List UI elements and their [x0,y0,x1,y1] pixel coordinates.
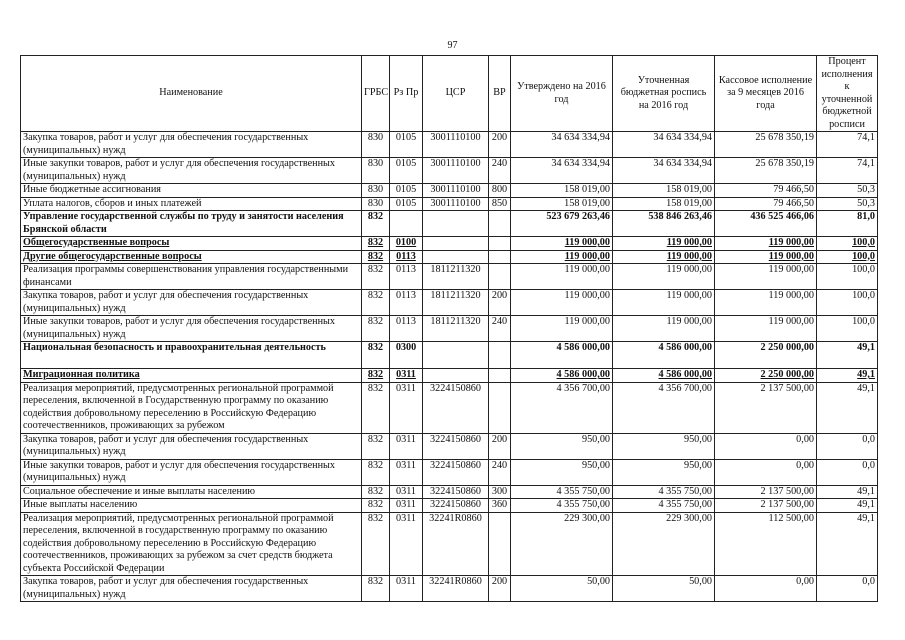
cell-csr: 1811211320 [423,290,489,316]
cell-rzpr: 0311 [390,369,423,383]
header-vr: ВР [489,56,511,132]
cell-refined: 34 634 334,94 [613,132,715,158]
cell-refined: 34 634 334,94 [613,158,715,184]
cell-rzpr: 0100 [390,237,423,251]
cell-grbs: 832 [362,211,390,237]
cell-rzpr: 0311 [390,576,423,602]
cell-name: Управление государственной службы по труду и занятости населения Брянской области [21,211,362,237]
cell-rzpr [390,211,423,237]
table-row [21,132,878,158]
cell-csr: 32241R0860 [423,576,489,602]
cell-cash: 0,00 [715,433,817,459]
cell-vr [489,264,511,290]
cell-refined: 119 000,00 [613,250,715,264]
cell-vr [489,382,511,433]
cell-percent: 49,1 [817,342,878,369]
table-row [21,197,878,211]
cell-vr: 850 [489,197,511,211]
table-row [21,264,878,290]
cell-vr [489,369,511,383]
cell-cash: 436 525 466,06 [715,211,817,237]
cell-refined: 119 000,00 [613,290,715,316]
cell-name: Закупка товаров, работ и услуг для обеспечения государственных (муниципальных) нужд [21,576,362,602]
cell-approved: 950,00 [511,459,613,485]
cell-percent: 49,1 [817,485,878,499]
cell-vr: 800 [489,184,511,198]
cell-percent: 0,0 [817,433,878,459]
cell-cash: 112 500,00 [715,512,817,576]
cell-name: Социальное обеспечение и иные выплаты населению [21,485,362,499]
cell-grbs: 832 [362,237,390,251]
cell-grbs: 832 [362,342,390,369]
cell-approved: 119 000,00 [511,250,613,264]
cell-rzpr: 0113 [390,250,423,264]
cell-percent: 100,0 [817,290,878,316]
cell-cash: 2 250 000,00 [715,369,817,383]
table-row [21,499,878,513]
cell-csr: 3001110100 [423,184,489,198]
page-number: 97 [447,40,458,51]
cell-approved: 119 000,00 [511,290,613,316]
cell-cash: 2 137 500,00 [715,499,817,513]
cell-grbs: 832 [362,369,390,383]
cell-approved: 4 356 700,00 [511,382,613,433]
cell-csr [423,342,489,369]
cell-cash: 119 000,00 [715,264,817,290]
cell-grbs: 832 [362,459,390,485]
cell-rzpr: 0113 [390,264,423,290]
cell-cash: 119 000,00 [715,250,817,264]
cell-name: Миграционная политика [21,369,362,383]
table-row [21,485,878,499]
table-row [21,290,878,316]
cell-grbs: 832 [362,576,390,602]
cell-refined: 158 019,00 [613,197,715,211]
cell-name: Уплата налогов, сборов и иных платежей [21,197,362,211]
cell-percent: 81,0 [817,211,878,237]
header-refined: Уточненная бюджетная роспись на 2016 год [613,56,715,132]
cell-cash: 2 137 500,00 [715,382,817,433]
cell-rzpr: 0105 [390,158,423,184]
cell-rzpr: 0311 [390,485,423,499]
cell-vr: 300 [489,485,511,499]
cell-grbs: 832 [362,499,390,513]
cell-rzpr: 0113 [390,290,423,316]
cell-percent: 100,0 [817,237,878,251]
header-rzpr: Рз Пр [390,56,423,132]
cell-percent: 49,1 [817,369,878,383]
cell-approved: 523 679 263,46 [511,211,613,237]
cell-approved: 119 000,00 [511,237,613,251]
cell-refined: 119 000,00 [613,264,715,290]
cell-cash: 119 000,00 [715,290,817,316]
cell-rzpr: 0105 [390,132,423,158]
cell-percent: 0,0 [817,576,878,602]
table-row [21,512,878,576]
cell-name: Реализация мероприятий, предусмотренных региональной программой переселения, включенной в Государственную программу по оказанию содействия добровольному переселению в Российскую Федерацию соотечественников, проживающих за рубежом [21,382,362,433]
cell-csr [423,250,489,264]
cell-percent: 50,3 [817,197,878,211]
cell-grbs: 832 [362,485,390,499]
table-row [21,382,878,433]
cell-csr: 32241R0860 [423,512,489,576]
cell-cash: 119 000,00 [715,316,817,342]
cell-cash: 0,00 [715,576,817,602]
cell-rzpr: 0300 [390,342,423,369]
table-row [21,184,878,198]
cell-approved: 119 000,00 [511,316,613,342]
cell-approved: 50,00 [511,576,613,602]
cell-cash: 0,00 [715,459,817,485]
cell-refined: 4 355 750,00 [613,485,715,499]
table-row [21,576,878,602]
cell-vr: 240 [489,158,511,184]
cell-grbs: 832 [362,382,390,433]
cell-csr: 3001110100 [423,158,489,184]
table-body [21,132,878,602]
cell-percent: 100,0 [817,264,878,290]
cell-vr: 360 [489,499,511,513]
cell-name: Реализация программы совершенствования управления государственными финансами [21,264,362,290]
table-row [21,237,878,251]
cell-vr [489,237,511,251]
cell-vr [489,342,511,369]
cell-approved: 4 586 000,00 [511,369,613,383]
cell-csr [423,369,489,383]
cell-approved: 158 019,00 [511,197,613,211]
table-header-row [21,56,878,132]
table-row [21,342,878,369]
cell-vr: 200 [489,433,511,459]
cell-name: Иные выплаты населению [21,499,362,513]
cell-vr: 200 [489,290,511,316]
cell-refined: 4 356 700,00 [613,382,715,433]
cell-approved: 119 000,00 [511,264,613,290]
cell-refined: 538 846 263,46 [613,211,715,237]
cell-approved: 950,00 [511,433,613,459]
cell-grbs: 832 [362,316,390,342]
cell-refined: 950,00 [613,459,715,485]
cell-name: Иные закупки товаров, работ и услуг для обеспечения государственных (муниципальных) нужд [21,316,362,342]
cell-csr: 3224150860 [423,459,489,485]
cell-percent: 100,0 [817,316,878,342]
cell-name: Иные бюджетные ассигнования [21,184,362,198]
cell-refined: 158 019,00 [613,184,715,198]
cell-refined: 950,00 [613,433,715,459]
cell-approved: 229 300,00 [511,512,613,576]
cell-percent: 74,1 [817,132,878,158]
cell-vr: 240 [489,459,511,485]
cell-vr: 200 [489,132,511,158]
cell-rzpr: 0311 [390,459,423,485]
cell-grbs: 832 [362,433,390,459]
cell-percent: 74,1 [817,158,878,184]
cell-vr: 240 [489,316,511,342]
cell-cash: 2 250 000,00 [715,342,817,369]
cell-name: Иные закупки товаров, работ и услуг для обеспечения государственных (муниципальных) нужд [21,158,362,184]
cell-csr: 1811211320 [423,264,489,290]
cell-grbs: 830 [362,184,390,198]
cell-csr [423,237,489,251]
table-row [21,158,878,184]
cell-csr: 3001110100 [423,132,489,158]
cell-csr: 1811211320 [423,316,489,342]
cell-grbs: 830 [362,158,390,184]
cell-csr [423,211,489,237]
cell-name: Закупка товаров, работ и услуг для обеспечения государственных (муниципальных) нужд [21,290,362,316]
cell-percent: 49,1 [817,512,878,576]
header-approved: Утверждено на 2016 год [511,56,613,132]
cell-approved: 4 355 750,00 [511,485,613,499]
cell-percent: 0,0 [817,459,878,485]
cell-cash: 25 678 350,19 [715,132,817,158]
cell-csr: 3224150860 [423,433,489,459]
cell-rzpr: 0105 [390,197,423,211]
cell-refined: 119 000,00 [613,237,715,251]
table-row [21,459,878,485]
cell-approved: 34 634 334,94 [511,132,613,158]
cell-approved: 4 586 000,00 [511,342,613,369]
cell-name: Закупка товаров, работ и услуг для обеспечения государственных (муниципальных) нужд [21,132,362,158]
cell-name: Закупка товаров, работ и услуг для обеспечения государственных (муниципальных) нужд [21,433,362,459]
cell-cash: 79 466,50 [715,197,817,211]
cell-name: Иные закупки товаров, работ и услуг для обеспечения государственных (муниципальных) нужд [21,459,362,485]
table-row [21,316,878,342]
cell-name: Национальная безопасность и правоохранительная деятельность [21,342,362,369]
cell-refined: 4 586 000,00 [613,369,715,383]
budget-execution-table [20,55,878,602]
cell-rzpr: 0113 [390,316,423,342]
cell-grbs: 830 [362,132,390,158]
table-row [21,433,878,459]
table-row [21,250,878,264]
cell-refined: 50,00 [613,576,715,602]
cell-rzpr: 0311 [390,499,423,513]
header-name: Наименование [21,56,362,132]
cell-vr [489,250,511,264]
cell-rzpr: 0311 [390,512,423,576]
cell-grbs: 832 [362,512,390,576]
cell-cash: 119 000,00 [715,237,817,251]
cell-refined: 4 355 750,00 [613,499,715,513]
cell-vr [489,211,511,237]
cell-csr: 3224150860 [423,382,489,433]
cell-rzpr: 0311 [390,433,423,459]
cell-vr: 200 [489,576,511,602]
cell-refined: 119 000,00 [613,316,715,342]
cell-grbs: 832 [362,264,390,290]
cell-approved: 158 019,00 [511,184,613,198]
cell-csr: 3224150860 [423,485,489,499]
cell-grbs: 832 [362,290,390,316]
cell-rzpr: 0311 [390,382,423,433]
cell-rzpr: 0105 [390,184,423,198]
cell-refined: 4 586 000,00 [613,342,715,369]
cell-approved: 34 634 334,94 [511,158,613,184]
cell-csr: 3001110100 [423,197,489,211]
cell-percent: 50,3 [817,184,878,198]
cell-refined: 229 300,00 [613,512,715,576]
header-cash: Кассовое исполнение за 9 месяцев 2016 года [715,56,817,132]
cell-grbs: 830 [362,197,390,211]
header-csr: ЦСР [423,56,489,132]
cell-grbs: 832 [362,250,390,264]
cell-name: Реализация мероприятий, предусмотренных региональной программой переселения, включенной в государственную программу по оказанию содействия добровольному переселению в Российскую Федерацию соотечественников, проживающих за рубежом за счет средств бюджета субъекта Российской Федерации [21,512,362,576]
cell-percent: 49,1 [817,382,878,433]
cell-percent: 49,1 [817,499,878,513]
table-row [21,211,878,237]
header-grbs: ГРБС [362,56,390,132]
table-row [21,369,878,383]
cell-percent: 100,0 [817,250,878,264]
cell-vr [489,512,511,576]
header-percent: Процент исполнения к уточненной бюджетной росписи [817,56,878,132]
cell-cash: 2 137 500,00 [715,485,817,499]
cell-name: Общегосударственные вопросы [21,237,362,251]
cell-name: Другие общегосударственные вопросы [21,250,362,264]
cell-cash: 25 678 350,19 [715,158,817,184]
cell-csr: 3224150860 [423,499,489,513]
cell-approved: 4 355 750,00 [511,499,613,513]
cell-cash: 79 466,50 [715,184,817,198]
